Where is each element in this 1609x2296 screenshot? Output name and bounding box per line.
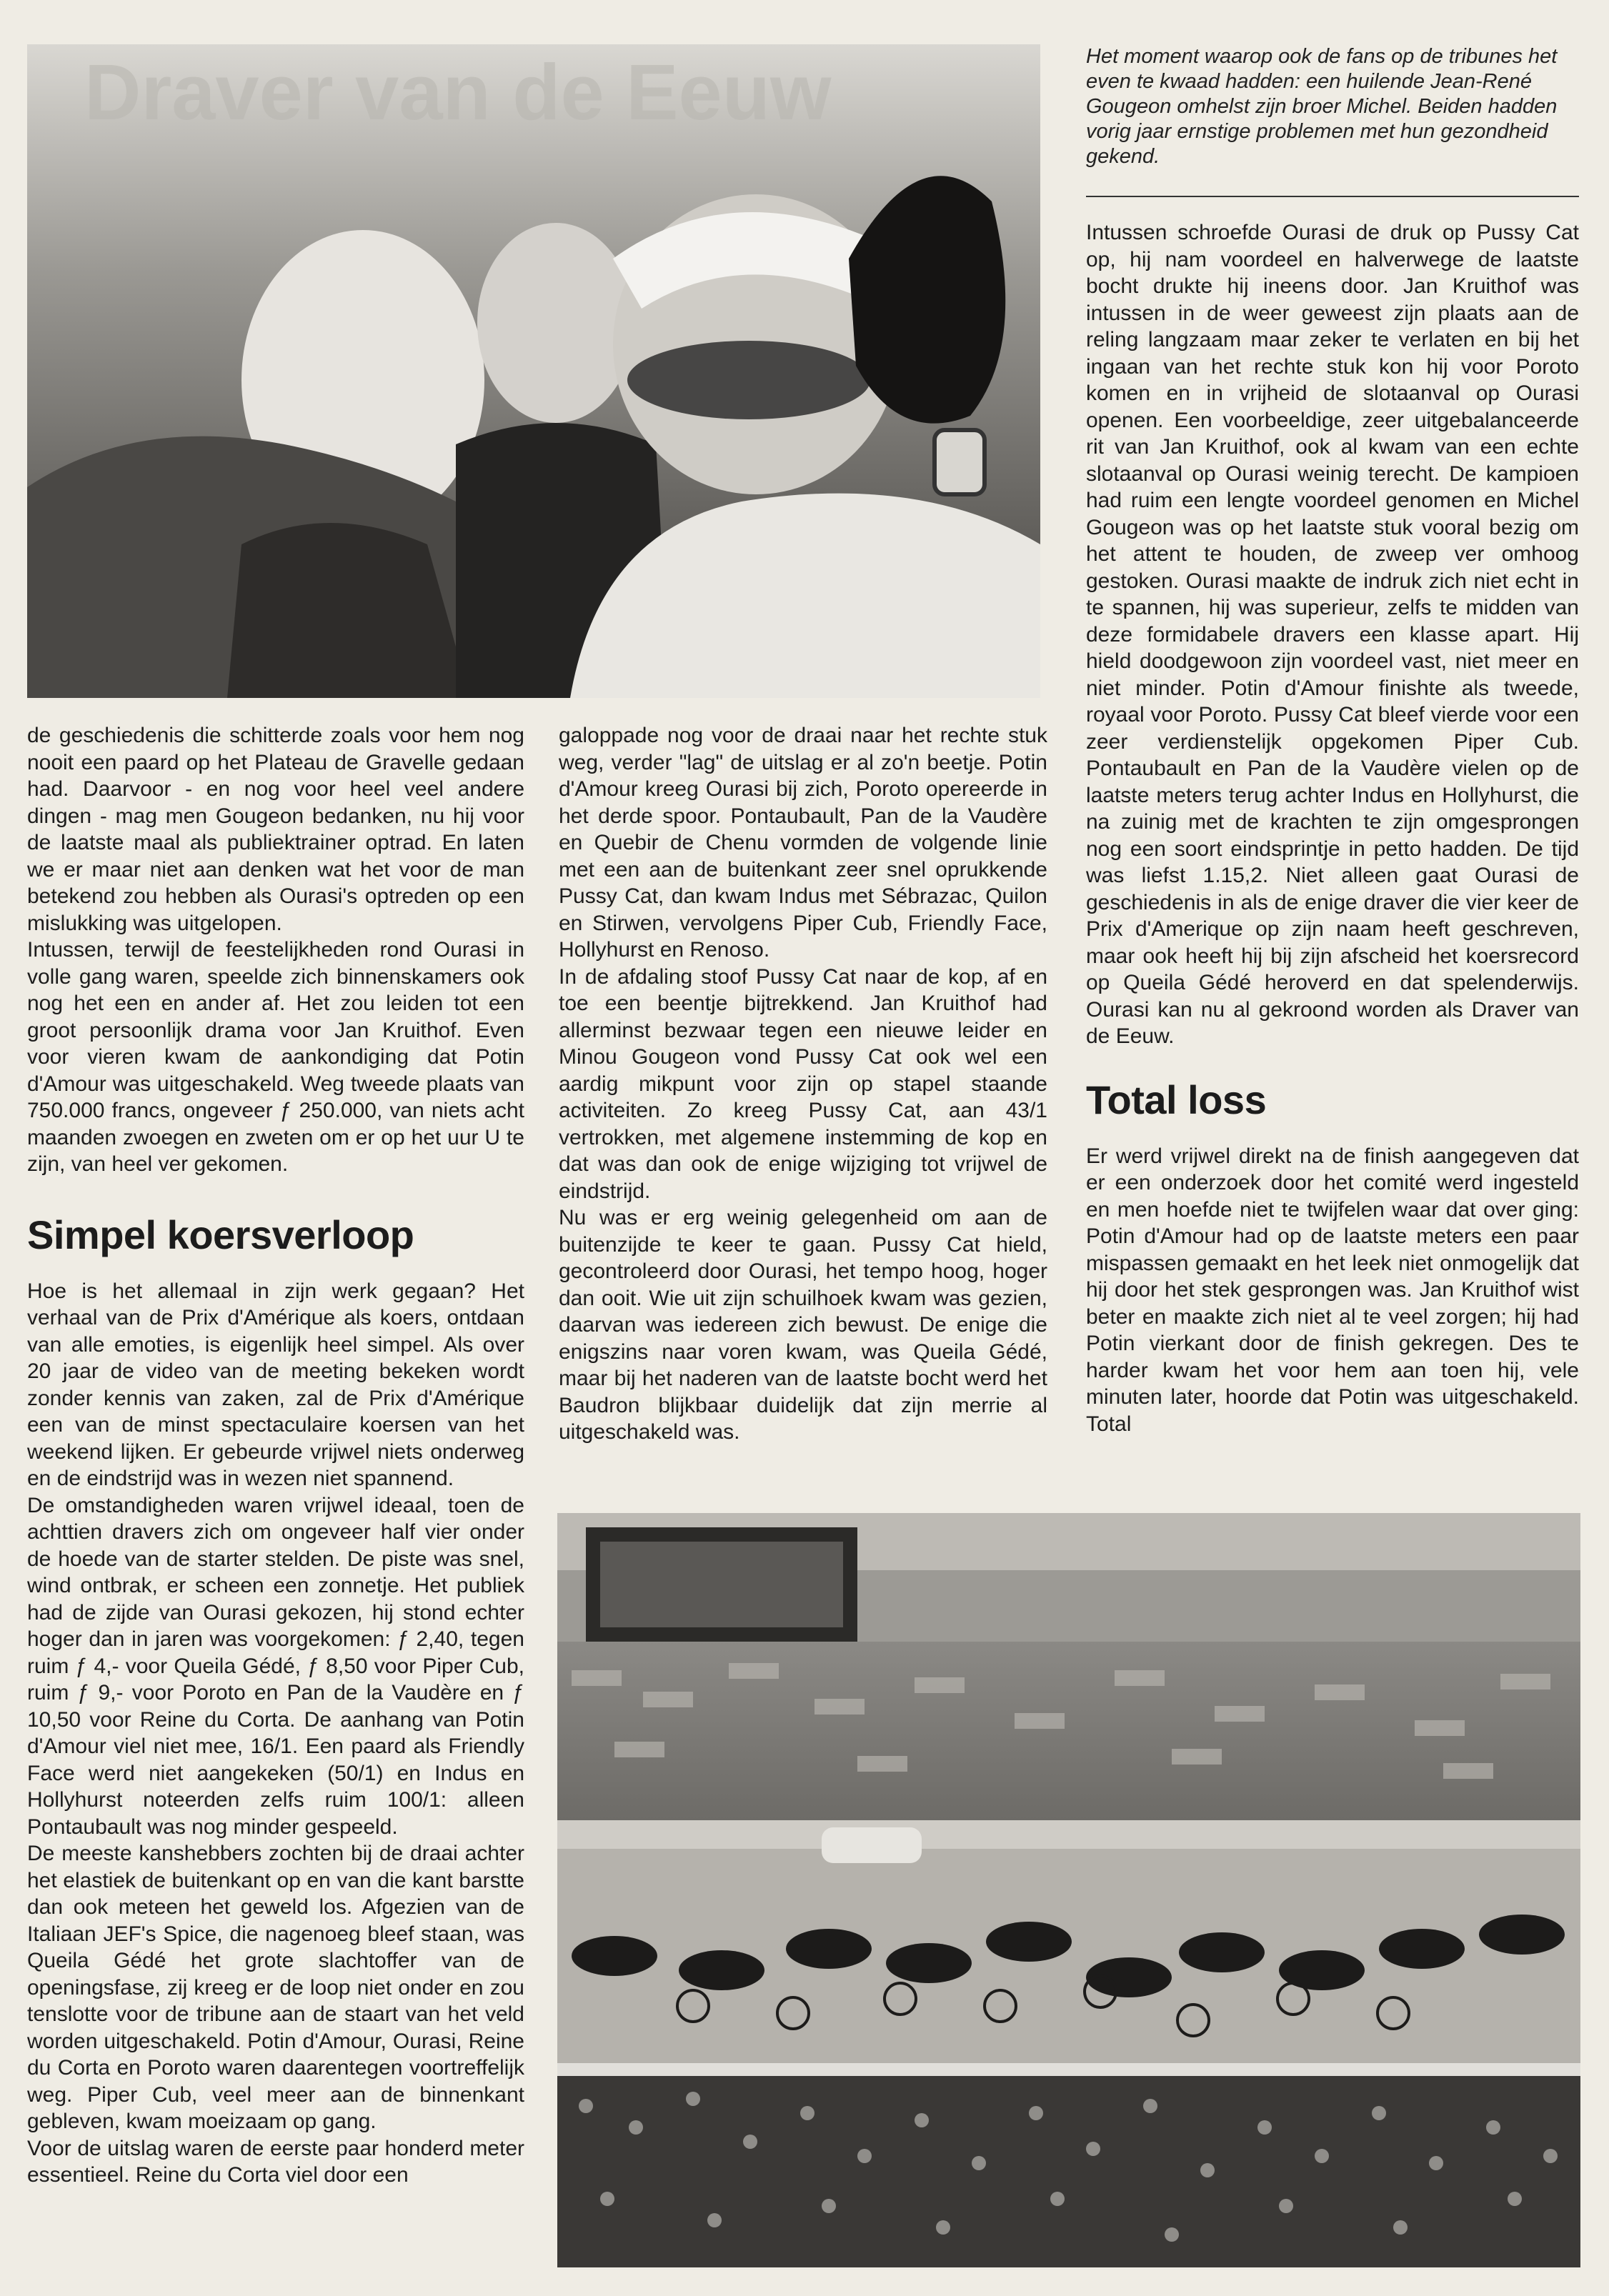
paragraph: de geschiedenis die schitterde zoals voor hem nog nooit een paard op het Plateau de Gravelle gedaan had. Daarvoor - en nog voor heel veel andere dingen - mag men Gougeon bedanken, nu hij voor de laatste maal als publiektrainer optrad. En laten we er maar niet aan denken wat het voor de man betekend zou hebben als Ourasi's optreden op een mislukking was uitgelopen. [27, 724, 524, 935]
section-heading-simpel-koersverloop: Simpel koersverloop [27, 1212, 414, 1257]
paragraph: De omstandigheden waren vrijwel ideaal, toen de achttien dravers zich om ongeveer half vier onder de hoede van de starter stelden. De piste was snel, wind ontbrak, er scheen een zonnetje. Het publiek had de zijde van Ourasi gekozen, hij stond echter hoger dan in jaren was voorgekomen: ƒ 2,40, tegen ruim ƒ 4,- voor Queila Gédé, ƒ 8,50 voor Piper Cub, ruim ƒ 9,- voor Poroto en Pan de la Vaudère en ƒ 10,50 voor Reine du Corta. De aanhang van Potin d'Amour viel niet mee, 16/1. Een paard als Friendly Face werd niet aangekeken (50/1) en Indus en Hollyhurst noteerden zelfs ruim 100/1: alleen Pontaubault was nog minder gespeeld. [27, 1493, 524, 1839]
photo-caption: Het moment waarop ook de fans op de tribunes het even te kwaad hadden: een huilende Jean-René Gougeon omhelst zijn broer Michel. Beiden hadden vorig jaar ernstige problemen met hun gezondheid gekend. [1086, 45, 1558, 168]
article-column-1 [27, 722, 524, 2189]
paragraph: Intussen, terwijl de feestelijkheden rond Ourasi in volle gang waren, speelde zich binnenskamers ook nog het een en ander af. Het zou leiden tot een groot persoonlijk drama voor Jan Kruithof. Even voor vieren kwam de aankondiging dat Potin d'Amour was uitgeschakeld. Weg tweede plaats van 750.000 francs, ongeveer ƒ 250.000, van niets acht maanden zwoegen en zweten om er op het uur U te zijn, van heel ver gekomen. [27, 938, 524, 1176]
photo-race-track [557, 1513, 1580, 2267]
paragraph: Hoe is het allemaal in zijn werk gegaan? Het verhaal van de Prix d'Amérique als koers, ontdaan van alle emoties, is eigenlijk heel simpel. Als over 20 jaar de video van de meeting bekeken wordt zonder kennis van zaken, zal de Prix d'Amérique een van de minst spectaculaire koersen van het weekend lijken. Er gebeurde vrijwel niets onderweg en de eindstrijd was in wezen niet spannend. [27, 1279, 524, 1490]
paragraph: Voor de uitslag waren de eerste paar honderd meter essentieel. Reine du Corta viel door een [27, 2136, 524, 2187]
paragraph: De meeste kanshebbers zochten bij de draai achter het elastiek de buitenkant op en van die kant barstte dan ook meteen het geweld los. Afgezien van de Italiaan JEF's Spice, die nagenoeg bleef staan, was Queila Gédé het grote slachtoffer van de openingsfase, zij kreeg er de loop niet onder en zou tenslotte voor de tribune aan de staart van het veld worden uitgeschakeld. Potin d'Amour, Ourasi, Reine du Corta en Poroto waren daarentegen voortreffelijk weg. Piper Cub, veel meer aan de binnenkant gebleven, kwam moeizaam op gang. [27, 1842, 524, 2133]
section-heading-total-loss: Total loss [1086, 1077, 1267, 1122]
paragraph: In de afdaling stoof Pussy Cat naar de kop, af en toe een beentje bijtrekkend. Jan Kruithof had allerminst bezwaar tegen een nieuwe leider en Minou Gougeon vond Pussy Cat ook wel een aardig mikpunt voor zijn op stapel staande activiteiten. Zo kreeg Pussy Cat, aan 43/1 vertrokken, met algemene instemming de kop en dat was dan ook de enige wijziging tot vrijwel de eindstrijd. [559, 964, 1047, 1203]
paragraph: galoppade nog voor de draai naar het rechte stuk weg, verder "lag" de uitslag er al zo'n beetje. Potin d'Amour kreeg Ourasi bij zich, Poroto opereerde in het derde spoor. Pontaubault, Pan de la Vaudère en Quebir de Chenu vormden de volgende linie met een aan de buitenkant zeer snel oprukkende Pussy Cat, dan kwam Indus met Sébrazac, Quilon en Stirwen, vervolgens Piper Cub, Friendly Face, Hollyhurst en Renoso. [559, 724, 1047, 962]
svg-text:Draver van de Eeuw: Draver van de Eeuw [84, 49, 832, 136]
article-column-3 [1086, 219, 1579, 1437]
paragraph: Intussen schroefde Ourasi de druk op Pussy Cat op, hij nam voordeel en halverwege de laatste bocht drukte hij ineens door. Jan Kruithof was intussen in de weer geweest zijn plaats aan de reling langzaam maar zeker te verlaten en bij het ingaan van het rechte stuk kon hij voor Poroto komen en in vrijheid de slotaanval op Ourasi openen. Een voorbeeldige, zeer uitgebalanceerde rit van Jan Kruithof, ook al kwam van een echte slotaanval op Ourasi weinig terecht. De kampioen had ruim een lengte voordeel genomen en Michel Gougeon was op het laatste stuk vooral bezig om het attent te houden, de zweep ver omhoog gestoken. Ourasi maakte de indruk zich niet echt in te spannen, hij was superieur, zelfs te midden van deze formidabele dravers een klasse apart. Hij hield doodgewoon zijn voordeel vast, niet meer en niet minder. Potin d'Amour finishte als tweede, royaal voor Poroto. Pussy Cat bleef vierde voor een zeer verdienstelijk opgekomen Piper Cub. Pontaubault en Pan de la Vaudère vielen op de laatste meters terug achter Indus en Hollyhurst, die na zuinig met de krachten te zijn omgesprongen nog een soort eindsprintje in petto hadden. De tijd was liefst 1.15,2. Niet alleen gaat Ourasi de geschiedenis in als de enige draver die vier keer de Prix d'Amerique op zijn naam heeft geschreven, maar ook heeft hij bij zijn afscheid het koersrecord op Queila Gédé heroverd en dat spelenderwijs. Ourasi kan nu al gekroond worden als Draver van de Eeuw. [1086, 221, 1579, 1048]
article-column-2 [559, 722, 1047, 1446]
photo-embrace [27, 44, 1040, 698]
paragraph: Er werd vrijwel direkt na de finish aangegeven dat er een onderzoek door het comité werd ingesteld en men hoefde niet te twijfelen waar dat over ging: Potin d'Amour had op de laatste meters een paar mispassen gemaakt en het leek niet onmogelijk dat hij door het stek gesprongen was. Jan Kruithof wist beter en maakte zich niet al te veel zorgen; hij had Potin vierkant door de finish gekregen. Des te harder kwam het voor hem aan toen hij, vele minuten later, hoorde dat Potin was uitgeschakeld. Total [1086, 1144, 1579, 1436]
paragraph: Nu was er erg weinig gelegenheid om aan de buitenzijde te keer te gaan. Pussy Cat hield, gecontroleerd door Ourasi, het tempo hoog, hoger dan ooit. Wie uit zijn schuilhoek kwam was gezien, daarvan was iedereen zich bewust. De enige die enigszins naar voren kwam, was Queila Gédé, maar bij het naderen van de laatste bocht werd het Baudron blijkbaar duidelijk dat zijn merrie al uitgeschakeld was. [559, 1206, 1047, 1444]
caption-divider [1086, 196, 1579, 197]
